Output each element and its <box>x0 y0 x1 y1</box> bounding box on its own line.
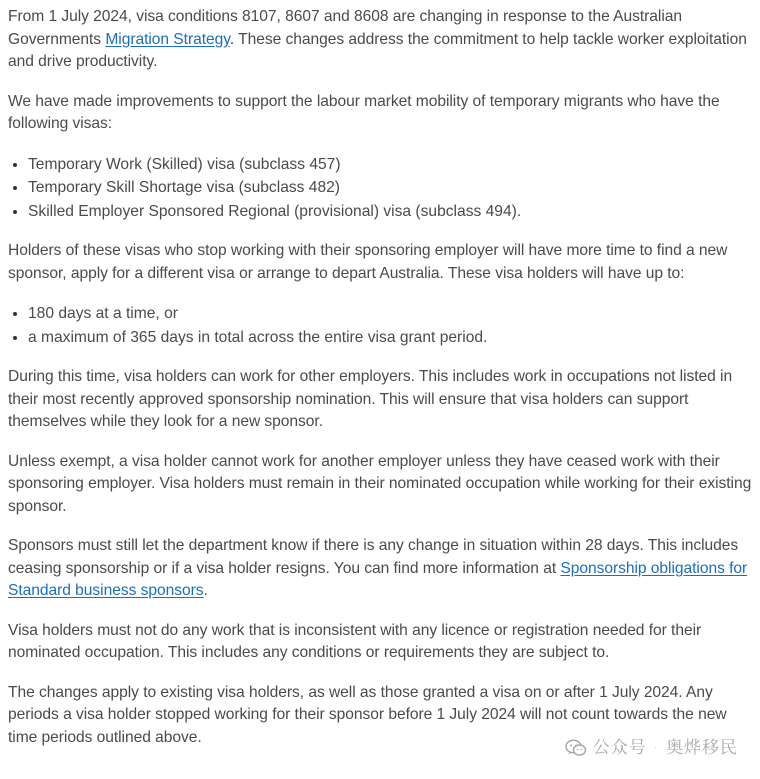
list-item: • Temporary Skill Shortage visa (subclass 482) <box>28 176 758 200</box>
article-body <box>8 6 758 766</box>
sponsors-text-before-link: Sponsors must still let the department know if there is any change in situation within 28 days. This includes ceasing sponsorship or if a visa holder resigns. You can find more information at <box>8 537 739 577</box>
improvements-paragraph: We have made improvements to support the labour market mobility of temporary migrants who have the following visas: <box>8 92 720 132</box>
changes-apply-paragraph: The changes apply to existing visa holders, as well as those granted a visa on or after 1 July 2024. Any periods a visa holder stopped working for their sponsor before 1 July 2024 will not count towards the new time periods outlined above. <box>8 683 727 746</box>
sponsors-text-after-link: . <box>203 582 208 599</box>
sponsorship-obligations-link[interactable]: Sponsorship obligations for Standard business sponsors <box>8 559 748 599</box>
visa-list <box>8 153 758 224</box>
watermark <box>565 737 738 760</box>
list-item: • Temporary Work (Skilled) visa (subclass 457) <box>28 153 758 177</box>
intro-text-after-link: . These changes address the commitment to help tackle worker exploitation and drive productivity. <box>8 30 747 70</box>
holders-paragraph: Holders of these visas who stop working with their sponsoring employer will have more time to find a new sponsor, apply for a different visa or arrange to depart Australia. These visa holders will have up to: <box>8 242 728 282</box>
work-for-others-paragraph: During this time, visa holders can work for other employers. This includes work in occupations not listed in their most recently approved sponsorship nomination. This will ensure that visa holders can support themselves while they look for a new sponsor. <box>8 368 733 430</box>
list-item: • Skilled Employer Sponsored Regional (provisional) visa (subclass 494). <box>28 200 758 224</box>
list-item: • 180 days at a time, or <box>28 302 758 326</box>
list-item: • a maximum of 365 days in total across the entire visa grant period. <box>28 326 758 350</box>
exemption-paragraph: Unless exempt, a visa holder cannot work for another employer unless they have ceased work with their sponsoring employer. Visa holders must remain in their nominated occupation while working for their existing sponsor. <box>8 452 752 515</box>
time-period-list <box>8 302 758 349</box>
sponsors-paragraph <box>8 535 758 603</box>
licence-paragraph: Visa holders must not do any work that is inconsistent with any licence or registration needed for their nominated occupation. This includes any conditions or requirements they are subject to. <box>8 621 702 661</box>
intro-paragraph <box>8 6 758 74</box>
watermark-text: 公众号 · 奥烨移民 <box>592 737 738 758</box>
wechat-icon <box>565 739 587 757</box>
migration-strategy-link[interactable]: Migration Strategy <box>105 30 230 48</box>
intro-text-before-link: From 1 July 2024, visa conditions 8107, 8607 and 8608 are changing in response to the Australian Governments <box>8 8 682 48</box>
